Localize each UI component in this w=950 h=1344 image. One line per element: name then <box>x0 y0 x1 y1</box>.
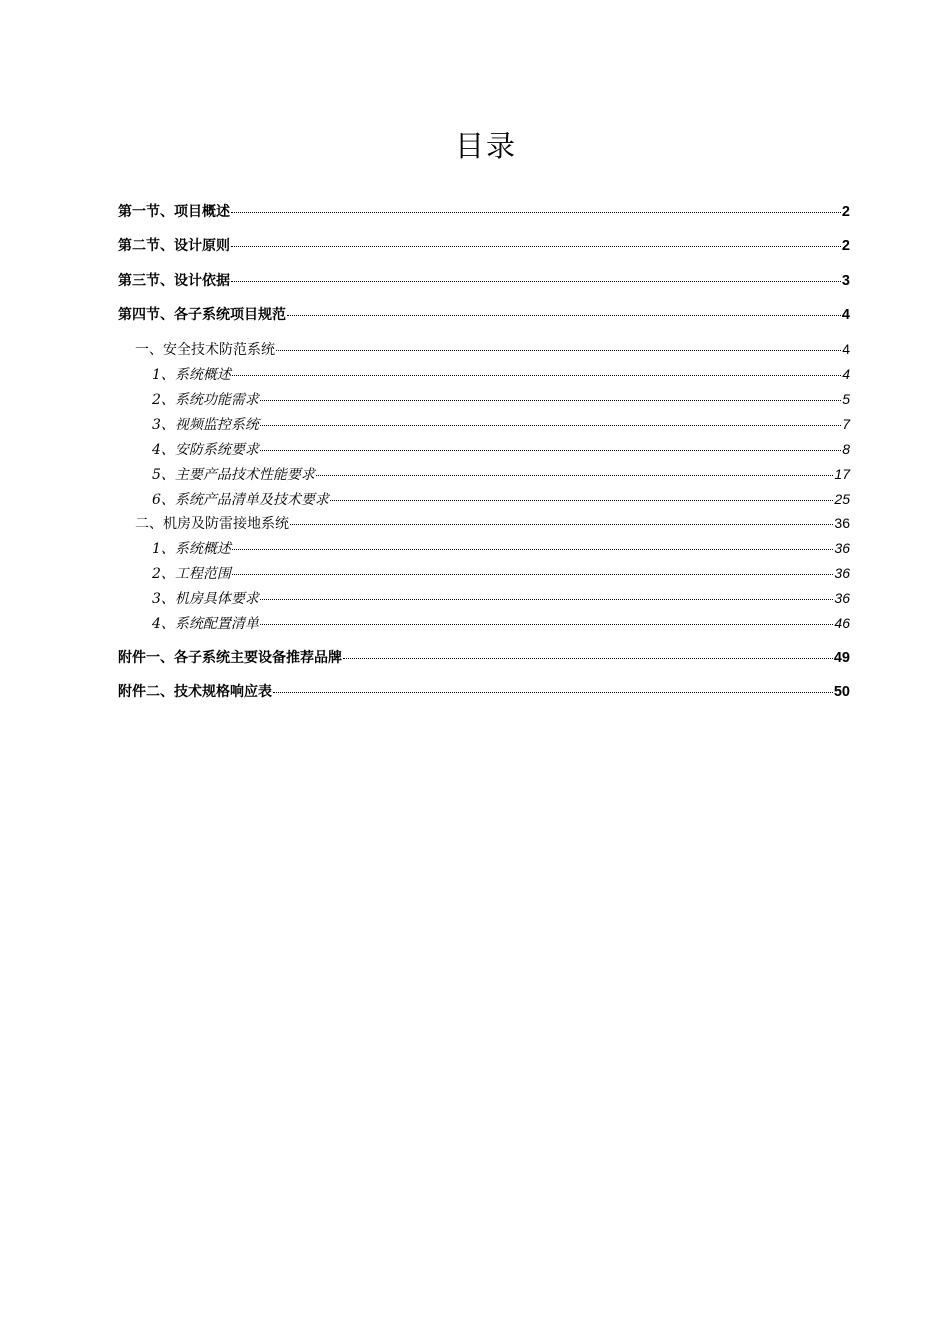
dot-leader <box>260 450 841 451</box>
toc-entry[interactable] <box>118 305 850 325</box>
toc-page-number: 36 <box>834 565 850 581</box>
toc-entry-label: 5、主要产品技术性能要求 <box>152 467 315 483</box>
toc-entry-label: 第四节、各子系统项目规范 <box>118 307 286 323</box>
toc-entry-label: 3、视频监控系统 <box>152 417 259 433</box>
toc-entry-label: 第三节、设计依据 <box>118 273 230 289</box>
dot-leader <box>260 425 841 426</box>
toc-page-number: 36 <box>834 540 850 556</box>
toc-entry-label: 第二节、设计原则 <box>118 238 230 254</box>
dot-leader <box>260 400 841 401</box>
toc-page-number: 46 <box>834 615 850 631</box>
toc-entry-label: 二、机房及防雷接地系统 <box>135 516 289 532</box>
dot-leader <box>232 375 841 376</box>
toc-entry[interactable] <box>152 414 850 434</box>
toc-page-number: 17 <box>834 466 850 482</box>
toc-entry[interactable] <box>152 489 850 509</box>
toc-entry[interactable] <box>152 563 850 583</box>
toc-entry[interactable] <box>118 271 850 291</box>
dot-leader <box>260 599 834 600</box>
dot-leader <box>343 658 833 659</box>
toc-page-number: 7 <box>842 416 850 432</box>
toc-entry-label: 6、系统产品清单及技术要求 <box>152 492 329 508</box>
dot-leader <box>232 574 834 575</box>
toc-entry[interactable] <box>152 464 850 484</box>
toc-page-number: 4 <box>841 307 850 323</box>
toc-entry-label: 4、系统配置清单 <box>152 616 259 632</box>
toc-page-number: 2 <box>841 238 850 254</box>
toc-entry-label: 4、安防系统要求 <box>152 442 259 458</box>
toc-entry[interactable] <box>152 439 850 459</box>
toc-page-number: 4 <box>842 366 850 382</box>
toc-page-number: 36 <box>834 515 850 531</box>
toc-page-number: 3 <box>841 273 850 289</box>
toc-entry[interactable] <box>118 648 850 668</box>
dot-leader <box>316 475 834 476</box>
toc-entry-label: 一、安全技术防范系统 <box>135 342 275 358</box>
toc-entry-label: 第一节、项目概述 <box>118 204 230 220</box>
toc-entry[interactable] <box>152 364 850 384</box>
toc-page-number: 50 <box>833 684 850 700</box>
toc-entry[interactable] <box>118 682 850 702</box>
toc-entry[interactable] <box>152 389 850 409</box>
toc-entry[interactable] <box>118 236 850 256</box>
toc-page-number: 49 <box>833 650 850 666</box>
toc-entry-label: 2、工程范围 <box>152 566 231 582</box>
dot-leader <box>231 212 841 213</box>
toc-page-number: 5 <box>842 391 850 407</box>
toc-page-number: 4 <box>842 341 850 357</box>
toc-entry[interactable] <box>152 538 850 558</box>
dot-leader <box>287 315 841 316</box>
toc-entry[interactable] <box>118 202 850 222</box>
toc-entry-label: 附件二、技术规格响应表 <box>118 684 272 700</box>
toc-page-number: 36 <box>834 590 850 606</box>
toc-entry-label: 2、系统功能需求 <box>152 392 259 408</box>
dot-leader <box>330 500 834 501</box>
dot-leader <box>276 350 841 351</box>
toc-entry-label: 1、系统概述 <box>152 367 231 383</box>
toc-entry[interactable] <box>152 588 850 608</box>
dot-leader <box>260 624 834 625</box>
dot-leader <box>232 549 834 550</box>
toc-entry[interactable] <box>135 339 850 359</box>
dot-leader <box>231 246 841 247</box>
dot-leader <box>290 524 833 525</box>
dot-leader <box>273 692 833 693</box>
toc-entry-label: 附件一、各子系统主要设备推荐品牌 <box>118 650 342 666</box>
toc-entry-label: 3、机房具体要求 <box>152 591 259 607</box>
dot-leader <box>231 281 841 282</box>
toc-page-number: 8 <box>842 441 850 457</box>
toc-entry[interactable] <box>135 513 850 533</box>
toc-page-number: 2 <box>841 204 850 220</box>
toc-entry[interactable] <box>152 613 850 633</box>
toc-page-number: 25 <box>834 491 850 507</box>
toc-title: 目录 <box>454 129 517 163</box>
toc-entry-label: 1、系统概述 <box>152 541 231 557</box>
